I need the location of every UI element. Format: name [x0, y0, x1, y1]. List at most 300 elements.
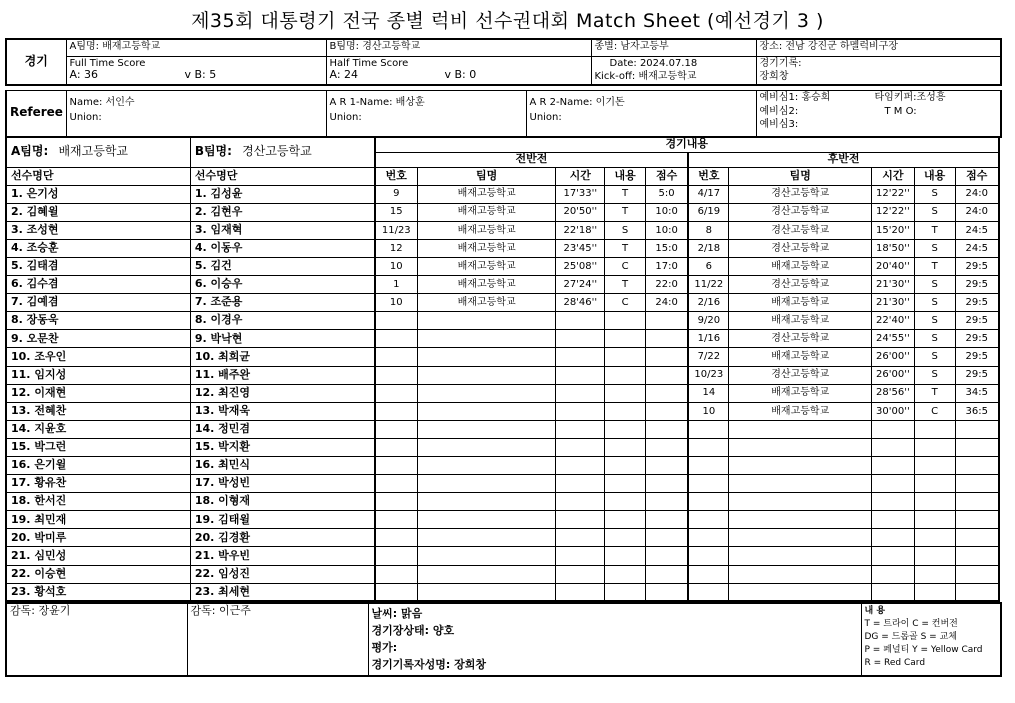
second-half-cell [955, 420, 999, 438]
player-b: 5. 김건 [190, 257, 374, 275]
full-time-label: Full Time Score [69, 57, 146, 69]
first-half-cell [645, 547, 688, 565]
second-half-cell [955, 565, 999, 583]
second-half-cell [872, 547, 915, 565]
table-row [6, 203, 999, 221]
game-content-table [5, 136, 1000, 602]
first-half-cell: T [605, 203, 646, 221]
first-half-cell [556, 583, 605, 601]
second-half-cell: 6 [688, 257, 729, 275]
half-time-label: Half Time Score [329, 57, 409, 69]
second-half-cell [688, 511, 729, 529]
second-half-cell [688, 475, 729, 493]
first-half-cell [645, 330, 688, 348]
second-half-cell [729, 547, 872, 565]
table-row [6, 276, 999, 294]
second-half-cell: 36:5 [955, 402, 999, 420]
legend-line: DG = 드롭골 S = 교체 [864, 632, 957, 643]
first-half-cell [417, 438, 555, 456]
second-half-cell [914, 565, 955, 583]
half-time-b: v B: 0 [444, 68, 477, 81]
player-b: 21. 박우빈 [190, 547, 374, 565]
player-b: 11. 배주완 [190, 366, 374, 384]
col-no: 번호 [688, 167, 729, 185]
player-b: 10. 최희균 [190, 348, 374, 366]
second-half-cell: T [914, 257, 955, 275]
ar1-cell [326, 91, 526, 137]
second-half-cell: 29:5 [955, 348, 999, 366]
player-a: 6. 김수겸 [6, 276, 190, 294]
player-b: 7. 조준용 [190, 294, 374, 312]
player-b: 14. 정민겸 [190, 420, 374, 438]
legend [861, 603, 1001, 676]
first-half-cell: 24:0 [645, 294, 688, 312]
second-half-cell: 29:5 [955, 330, 999, 348]
second-half-cell [955, 583, 999, 601]
table-row [6, 547, 999, 565]
player-a: 12. 이재현 [6, 384, 190, 402]
second-half-cell [688, 438, 729, 456]
team-a-header: A팀명: 배재고등학교 [66, 39, 326, 56]
referee-label: Referee [6, 91, 66, 137]
first-half-cell [375, 529, 418, 547]
first-half-cell [645, 420, 688, 438]
first-half-cell: S [605, 221, 646, 239]
second-half-cell [688, 420, 729, 438]
second-half-cell: S [914, 330, 955, 348]
second-half-cell [955, 547, 999, 565]
player-a: 17. 황유찬 [6, 475, 190, 493]
table-row [6, 511, 999, 529]
first-half-cell: C [605, 294, 646, 312]
second-half-cell [729, 475, 872, 493]
second-half-cell: 경산고등학교 [729, 366, 872, 384]
second-half-cell: 경산고등학교 [729, 185, 872, 203]
player-a: 11. 임지성 [6, 366, 190, 384]
player-b: 3. 임재혁 [190, 221, 374, 239]
player-b: 18. 이형재 [190, 493, 374, 511]
first-half-cell [605, 312, 646, 330]
col-no: 번호 [375, 167, 418, 185]
first-half-cell [605, 529, 646, 547]
player-b: 16. 최민식 [190, 457, 374, 475]
first-half-cell [375, 384, 418, 402]
team-b-name: 경산고등학교 [242, 144, 312, 159]
second-half-cell [872, 493, 915, 511]
second-half-cell: 29:5 [955, 276, 999, 294]
second-half-cell: S [914, 239, 955, 257]
page-title: 제35회 대통령기 전국 종별 럭비 선수권대회 Match Sheet (예선경기 3 ) [191, 10, 824, 32]
first-half-cell [645, 493, 688, 511]
first-half-cell [417, 529, 555, 547]
first-half-cell [605, 402, 646, 420]
record-label: 경기기록: [756, 56, 1001, 70]
second-half-cell: 29:5 [955, 366, 999, 384]
first-half-cell [417, 348, 555, 366]
first-half-cell [417, 384, 555, 402]
player-b: 17. 박성빈 [190, 475, 374, 493]
second-half-cell: 29:5 [955, 294, 999, 312]
second-half-cell: 28'56'' [872, 384, 915, 402]
second-half-cell [914, 457, 955, 475]
full-time-b: v B: 5 [184, 68, 217, 81]
reserve1: 예비심1: 홍승희 [759, 92, 831, 103]
second-half-cell: 29:5 [955, 312, 999, 330]
first-half-cell: 17'33'' [556, 185, 605, 203]
first-half-cell: 배재고등학교 [417, 276, 555, 294]
first-half-cell: 22:0 [645, 276, 688, 294]
second-half-cell: 26'00'' [872, 366, 915, 384]
first-half-cell [605, 348, 646, 366]
player-a: 14. 지윤호 [6, 420, 190, 438]
second-half-cell [955, 511, 999, 529]
first-half-cell [645, 348, 688, 366]
second-half-cell: 2/16 [688, 294, 729, 312]
second-half-cell: 21'30'' [872, 276, 915, 294]
col-score: 점수 [955, 167, 999, 185]
player-a: 7. 김예겸 [6, 294, 190, 312]
first-half-cell [605, 366, 646, 384]
second-half-cell [914, 420, 955, 438]
second-half-cell: 30'00'' [872, 402, 915, 420]
match-date: Date: 2024.07.18 [591, 56, 756, 70]
second-half-cell [872, 420, 915, 438]
second-half-cell [688, 583, 729, 601]
second-half-cell [729, 457, 872, 475]
col-time: 시간 [556, 167, 605, 185]
full-time-score [66, 56, 326, 85]
table-row [6, 475, 999, 493]
conditions-cell [368, 603, 861, 676]
first-half-cell [375, 565, 418, 583]
second-half-cell: 1/16 [688, 330, 729, 348]
first-half-cell: 15:0 [645, 239, 688, 257]
first-half-cell [417, 493, 555, 511]
table-row [6, 583, 999, 601]
second-half-cell [914, 493, 955, 511]
second-half-cell [872, 475, 915, 493]
first-half-cell [375, 493, 418, 511]
player-b: 19. 김태윌 [190, 511, 374, 529]
first-half-cell [375, 457, 418, 475]
first-half-cell: 22'18'' [556, 221, 605, 239]
first-half-cell [556, 366, 605, 384]
first-half-cell: 10 [375, 257, 418, 275]
second-half-cell: S [914, 348, 955, 366]
first-half-cell [605, 420, 646, 438]
second-half-cell [688, 493, 729, 511]
player-a: 19. 최민재 [6, 511, 190, 529]
second-half-cell: 24:0 [955, 203, 999, 221]
first-half-cell [417, 402, 555, 420]
second-half-cell [688, 529, 729, 547]
second-half-cell [872, 438, 915, 456]
first-half-cell [645, 511, 688, 529]
col-team: 팀명 [729, 167, 872, 185]
first-half-cell [375, 420, 418, 438]
first-half-cell [375, 366, 418, 384]
first-half-cell [417, 420, 555, 438]
coach-a: 감독: 장윤기 [6, 603, 187, 676]
recorder: 경기기록자성명: 장희창 [371, 658, 486, 672]
table-row [6, 348, 999, 366]
second-half-cell [914, 475, 955, 493]
first-half-cell: 9 [375, 185, 418, 203]
first-half-cell [417, 312, 555, 330]
first-half-cell [645, 402, 688, 420]
second-half-cell: 배재고등학교 [729, 312, 872, 330]
full-time-a: A: 36 [69, 68, 99, 81]
player-b: 9. 박낙현 [190, 330, 374, 348]
table-row [6, 457, 999, 475]
table-row [6, 529, 999, 547]
second-half-cell: 14 [688, 384, 729, 402]
second-half-cell [729, 438, 872, 456]
first-half-cell [645, 529, 688, 547]
first-half-cell: 10:0 [645, 203, 688, 221]
player-a: 20. 박미루 [6, 529, 190, 547]
second-half-cell: 24:5 [955, 239, 999, 257]
first-half-cell [417, 583, 555, 601]
table-row [6, 294, 999, 312]
second-half-cell: 6/19 [688, 203, 729, 221]
second-half-cell [955, 457, 999, 475]
first-half-cell [605, 583, 646, 601]
second-half-cell: 21'30'' [872, 294, 915, 312]
player-a: 9. 오문찬 [6, 330, 190, 348]
second-half-cell: 경산고등학교 [729, 330, 872, 348]
first-half-cell: 배재고등학교 [417, 185, 555, 203]
first-half-cell [556, 384, 605, 402]
player-a: 1. 은기성 [6, 185, 190, 203]
player-a: 18. 한서진 [6, 493, 190, 511]
second-half-cell: 9/20 [688, 312, 729, 330]
team-b-header: B팀명: 경산고등학교 [326, 39, 591, 56]
legend-line: T = 트라이 C = 컨버전 [864, 619, 958, 630]
second-half-cell: 경산고등학교 [729, 221, 872, 239]
second-half-cell: 경산고등학교 [729, 276, 872, 294]
second-half-cell [872, 511, 915, 529]
second-half-cell [955, 475, 999, 493]
first-half-cell [556, 330, 605, 348]
second-half-cell [872, 565, 915, 583]
referee-cell [66, 91, 326, 137]
first-half-cell [605, 438, 646, 456]
table-row [6, 402, 999, 420]
player-a: 21. 심민성 [6, 547, 190, 565]
second-half-cell: S [914, 203, 955, 221]
first-half-cell [556, 565, 605, 583]
second-half-cell: 8 [688, 221, 729, 239]
first-half-cell [645, 583, 688, 601]
first-half-cell [375, 547, 418, 565]
first-half-cell [375, 511, 418, 529]
second-half-cell: 24:0 [955, 185, 999, 203]
player-a: 16. 은기윌 [6, 457, 190, 475]
first-half-cell [556, 457, 605, 475]
second-half-cell [914, 583, 955, 601]
second-half-cell: 12'22'' [872, 185, 915, 203]
evaluation: 평가: [371, 641, 398, 655]
first-half-cell [556, 402, 605, 420]
second-half-cell [729, 493, 872, 511]
second-half-cell: S [914, 366, 955, 384]
second-half-cell: 24'55'' [872, 330, 915, 348]
roster-a-header: 선수명단 [6, 167, 190, 185]
roster-b-header: 선수명단 [190, 167, 374, 185]
table-row [6, 330, 999, 348]
first-half-cell: 배재고등학교 [417, 239, 555, 257]
reserve-cell [756, 91, 1001, 137]
second-half-cell: 배재고등학교 [729, 257, 872, 275]
second-half-cell [729, 511, 872, 529]
first-half-cell [605, 511, 646, 529]
first-half-cell [417, 330, 555, 348]
first-half-cell: C [605, 257, 646, 275]
first-half-cell [645, 438, 688, 456]
first-half-cell [556, 348, 605, 366]
second-half-cell [872, 529, 915, 547]
ar1-name: A R 1-Name: 배상훈 [329, 97, 425, 108]
second-half-cell: 배재고등학교 [729, 402, 872, 420]
first-half-cell: 1 [375, 276, 418, 294]
legend-title: 내 용 [864, 606, 886, 616]
second-half-cell [729, 565, 872, 583]
second-half-cell [729, 529, 872, 547]
second-half-cell [914, 511, 955, 529]
first-half-cell: 15 [375, 203, 418, 221]
first-half-cell: 17:0 [645, 257, 688, 275]
second-half-cell: 34:5 [955, 384, 999, 402]
referee-table [5, 90, 1002, 138]
second-half-cell [688, 565, 729, 583]
player-a: 22. 이승현 [6, 565, 190, 583]
table-row [6, 565, 999, 583]
first-half-cell [417, 511, 555, 529]
second-half-cell: 4/17 [688, 185, 729, 203]
second-half-cell [872, 583, 915, 601]
second-half-cell: 24:5 [955, 221, 999, 239]
player-b: 8. 이경우 [190, 312, 374, 330]
team-b-label: B팀명: [194, 144, 232, 159]
first-half-cell: T [605, 185, 646, 203]
table-row [6, 384, 999, 402]
ar2-name: A R 2-Name: 이기돈 [529, 97, 625, 108]
first-half-cell: 28'46'' [556, 294, 605, 312]
first-half-cell [375, 475, 418, 493]
first-half-cell [605, 493, 646, 511]
timekeeper: 타임키퍼:조성흥 [874, 92, 946, 103]
second-half-cell [729, 420, 872, 438]
game-label: 경기 [6, 39, 66, 85]
game-content-header: 경기내용 [375, 137, 999, 152]
table-row [6, 493, 999, 511]
second-half-cell: S [914, 312, 955, 330]
second-half-cell: 29:5 [955, 257, 999, 275]
first-half-cell: 23'45'' [556, 239, 605, 257]
second-half-cell [914, 438, 955, 456]
first-half-cell: 27'24'' [556, 276, 605, 294]
first-half-cell [645, 475, 688, 493]
first-half-cell [605, 475, 646, 493]
first-half-cell [605, 565, 646, 583]
player-a: 3. 조성현 [6, 221, 190, 239]
first-half-cell: 10:0 [645, 221, 688, 239]
half-time-score [326, 56, 591, 85]
first-half-cell [645, 312, 688, 330]
player-b: 6. 이승우 [190, 276, 374, 294]
table-row [6, 257, 999, 275]
first-half-cell [556, 493, 605, 511]
second-half-cell: S [914, 185, 955, 203]
first-half-cell [556, 420, 605, 438]
player-b: 12. 최진영 [190, 384, 374, 402]
second-half-cell: C [914, 402, 955, 420]
col-team: 팀명 [417, 167, 555, 185]
first-half-cell [417, 547, 555, 565]
half-time-a: A: 24 [329, 68, 359, 81]
first-half-cell [605, 384, 646, 402]
first-half-cell [645, 384, 688, 402]
first-half-cell: T [605, 239, 646, 257]
first-half-cell [417, 475, 555, 493]
kickoff: Kick-off: 배재고등학교 [591, 70, 756, 85]
first-half-cell [375, 330, 418, 348]
col-time: 시간 [872, 167, 915, 185]
team-b-title [190, 137, 374, 167]
legend-line: P = 페널티 Y = Yellow Card [864, 645, 983, 656]
second-half-cell [955, 529, 999, 547]
team-a-name: 배재고등학교 [58, 144, 129, 159]
col-type: 내용 [914, 167, 955, 185]
second-half-cell: 18'50'' [872, 239, 915, 257]
second-half-cell: 10/23 [688, 366, 729, 384]
player-b: 1. 김성윤 [190, 185, 374, 203]
second-half-cell [914, 547, 955, 565]
first-half-cell [375, 348, 418, 366]
player-b: 2. 김현우 [190, 203, 374, 221]
first-half-cell [375, 583, 418, 601]
first-half-cell: 5:0 [645, 185, 688, 203]
first-half-cell [417, 565, 555, 583]
col-type: 내용 [605, 167, 646, 185]
first-half-cell: 배재고등학교 [417, 203, 555, 221]
player-b: 4. 이동우 [190, 239, 374, 257]
first-half-cell [375, 312, 418, 330]
ar2-union: Union: [529, 111, 562, 123]
player-a: 13. 전혜찬 [6, 402, 190, 420]
first-half-cell: 25'08'' [556, 257, 605, 275]
second-half-cell [688, 547, 729, 565]
first-half-cell [556, 511, 605, 529]
ar2-cell [526, 91, 756, 137]
second-half-cell [688, 457, 729, 475]
first-half-cell: 배재고등학교 [417, 221, 555, 239]
second-half-cell: 배재고등학교 [729, 294, 872, 312]
player-b: 22. 임성진 [190, 565, 374, 583]
player-a: 23. 황석호 [6, 583, 190, 601]
player-a: 8. 장동욱 [6, 312, 190, 330]
table-row [6, 312, 999, 330]
first-half-cell: T [605, 276, 646, 294]
second-half-cell [872, 457, 915, 475]
team-a-title [6, 137, 190, 167]
second-half-cell: 12'22'' [872, 203, 915, 221]
venue: 장소: 전남 강진군 하멜럭비구장 [756, 39, 1001, 56]
first-half-cell: 배재고등학교 [417, 294, 555, 312]
player-b: 23. 최세현 [190, 583, 374, 601]
table-row [6, 420, 999, 438]
